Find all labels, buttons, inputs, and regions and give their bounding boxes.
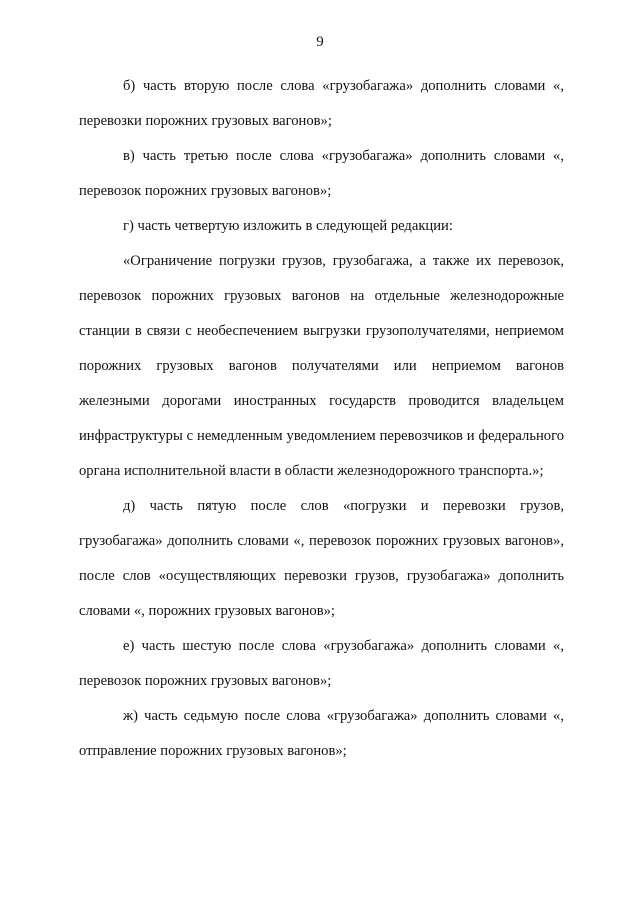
paragraph-d: д) часть пятую после слов «погрузки и перевозки грузов, грузобагажа» дополнить словами «, перевозок порожних грузовых вагонов», после слов «осуществляющих перевозки грузов, грузобагажа» дополнить словами «, порожних грузовых вагонов»; (79, 498, 564, 619)
paragraph-b: б) часть вторую после слова «грузобагажа» дополнить словами «, перевозки порожних грузовых вагонов»; (79, 78, 564, 129)
paragraph-v: в) часть третью после слова «грузобагажа» дополнить словами «, перевозок порожних грузовых вагонов»; (79, 148, 564, 199)
paragraph-zh: ж) часть седьмую после слова «грузобагажа» дополнить словами «, отправление порожних грузовых вагонов»; (79, 708, 564, 759)
paragraph-e: е) часть шестую после слова «грузобагажа» дополнить словами «, перевозок порожних грузовых вагонов»; (79, 638, 564, 689)
page-number: 9 (316, 34, 324, 50)
paragraph-g: г) часть четвертую изложить в следующей редакции: (123, 218, 453, 234)
paragraph-quoted-text: «Ограничение погрузки грузов, грузобагажа, а также их перевозок, перевозок порожних грузовых вагонов на отдельные железнодорожные станции в связи с необеспечением выгрузки грузополучателями, неприемом порожних грузовых вагонов получателями или неприемом вагонов железными дорогами иностранных государств проводится владельцем инфраструктуры с немедленным уведомлением перевозчиков и федерального органа исполнительной власти в области железнодорожного транспорта.»; (79, 253, 564, 479)
document-body (79, 69, 564, 769)
